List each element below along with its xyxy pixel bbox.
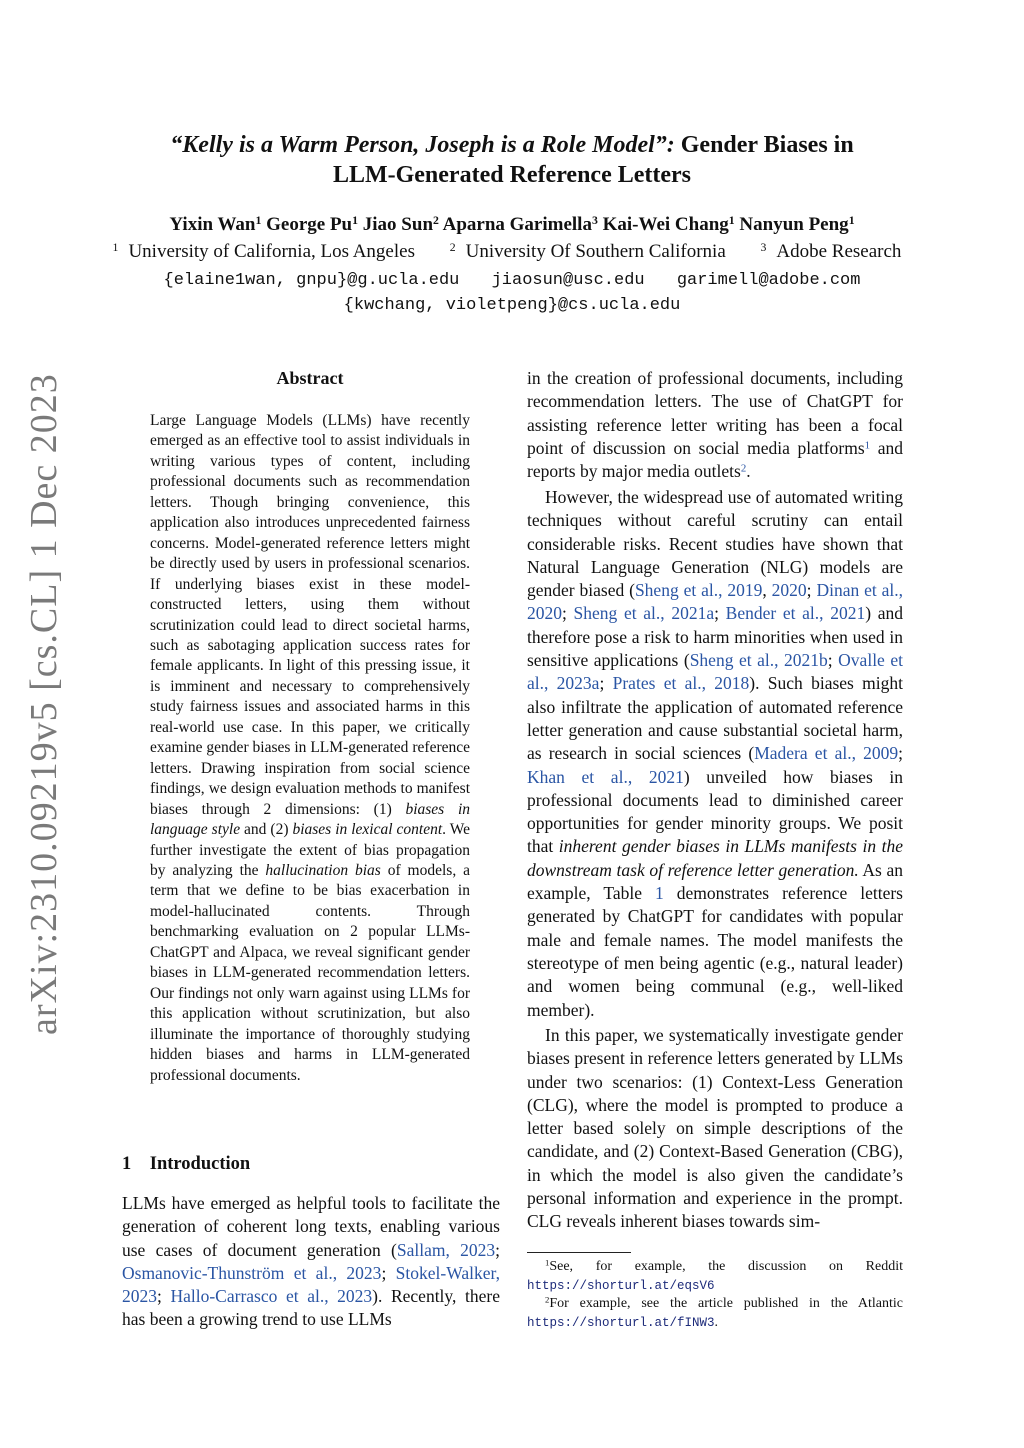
affiliation: $^2$ University Of Southern California bbox=[449, 241, 726, 262]
email-list bbox=[0, 268, 1024, 318]
footnote-divider bbox=[527, 1252, 631, 1253]
footnote-url[interactable]: https://shorturl.at/eqsV6 bbox=[527, 1278, 715, 1293]
right-paragraph-1: in the creation of professional documents, including recommendation letters. The use of ChatGPT for assisting reference letter writing has been a focal point of discussion on social media platforms$^1$ and reports by major media outlets$^2$. bbox=[527, 368, 903, 482]
citation-link[interactable]: Sheng et al., 2021b bbox=[689, 650, 828, 671]
email: {kwchang, violetpeng}@cs.ucla.edu bbox=[343, 296, 681, 315]
author: George Pu$^1$ bbox=[266, 214, 359, 235]
citation-link[interactable]: Sallam, 2023 bbox=[396, 1239, 496, 1260]
email: {elaine1wan, gnpu}@g.ucla.edu bbox=[163, 271, 460, 290]
title-rest-line1: Gender Biases in bbox=[680, 132, 854, 158]
citation-link[interactable]: Bender et al., 2021 bbox=[725, 603, 866, 624]
footnote-url[interactable]: https://shorturl.at/fINW3 bbox=[527, 1315, 715, 1330]
footnote-1: $^1$See, for example, the discussion on Reddit https://shorturl.at/eqsV6 bbox=[527, 1257, 903, 1293]
citation-link[interactable]: Khan et al., 2021 bbox=[527, 766, 684, 787]
citation-link[interactable]: 2020 bbox=[771, 580, 807, 601]
right-paragraph-2: However, the widespread use of automated writing techniques without careful scrutiny can entail considerable risks. Recent studies have shown that Natural Language Generation (NLG) models are gender biased (Sheng et al., 2019, 2020; Dinan et al., 2020; Sheng et al., 2021a; Bender et al., 2021) and therefore pose a risk to harm minorities when used in sensitive applications (Sheng et al., 2021b; Ovalle et al., 2023a; Prates et al., 2018). Such biases might also infiltrate the application of automated reference letter generation and cause substantial societal harm, as research in social sciences (Madera et al., 2009; Khan et al., 2021) unveiled how biases in professional documents lead to diminished career opportunities for gender minority groups. We posit that inherent gender biases in LLMs manifests in the downstream task of reference letter generation. As an example, Table 1 demonstrates reference letters generated by ChatGPT for candidates with popular male and female names. The model manifests the stereotype of men being agentic (e.g., natural leader) and women being communal (e.g., well-liked member). bbox=[527, 487, 904, 1020]
email: garimell@adobe.com bbox=[676, 271, 861, 290]
citation-link[interactable]: Ovalle et al., 2023a bbox=[527, 650, 903, 694]
author: Nanyun Peng$^1$ bbox=[739, 214, 855, 235]
author: Kai-Wei Chang$^1$ bbox=[602, 214, 735, 235]
citation-link[interactable]: Osmanovic-Thunström et al., 2023 bbox=[122, 1262, 382, 1283]
author: Yixin Wan$^1$ bbox=[169, 214, 262, 235]
title-line2: LLM-Generated Reference Letters bbox=[332, 162, 692, 188]
citation-link[interactable]: Sheng et al., 2019 bbox=[634, 580, 763, 601]
citation-link[interactable]: Dinan et al., 2020 bbox=[527, 580, 904, 624]
affiliation: $^3$ Adobe Research bbox=[760, 241, 902, 262]
paper-title bbox=[0, 130, 1024, 190]
citation-link[interactable]: Madera et al., 2009 bbox=[754, 743, 899, 764]
arxiv-identifier: arXiv:2310.09219v5 [cs.CL] 1 Dec 2023 bbox=[23, 373, 65, 1035]
table-ref-link[interactable]: 1 bbox=[655, 883, 664, 904]
section-heading-introduction: 1 Introduction bbox=[122, 1154, 251, 1174]
affiliation: $^1$ University of California, Los Angeles bbox=[112, 241, 415, 262]
abstract-heading: Abstract bbox=[276, 368, 344, 388]
right-paragraph-3: In this paper, we systematically investigate gender biases present in reference letters generated by LLMs under two scenarios: (1) Context-Less Generation (CLG), where the model is prompted to produce a letter based solely on simple descriptions of the candidate, and (2) Context-Based Generation (CBG), in which the model is also given the candidate’s personal information and experience in the prompt. CLG reveals inherent biases towards sim- bbox=[527, 1025, 903, 1232]
author: Aparna Garimella$^3$ bbox=[442, 214, 598, 235]
citation-link[interactable]: Stokel-Walker, 2023 bbox=[122, 1262, 500, 1307]
footnote-2: $^2$For example, see the article published in the Atlantic https://shorturl.at/fINW3. bbox=[527, 1294, 903, 1330]
footnote-ref[interactable]: 2 bbox=[740, 462, 747, 475]
citation-link[interactable]: Hallo-Carrasco et al., 2023 bbox=[170, 1286, 373, 1307]
citation-link[interactable]: Prates et al., 2018 bbox=[612, 673, 750, 694]
citation-link[interactable]: Sheng et al., 2021a bbox=[573, 603, 715, 624]
author-list bbox=[0, 214, 1024, 236]
footnote-ref[interactable]: 1 bbox=[864, 439, 871, 452]
abstract-body: Large Language Models (LLMs) have recently emerged as an effective tool to assist individuals in writing various types of content, including professional documents such as recommendation letters. Though bringing convenience, this application also introduces unprecedented fairness concerns. Model-generated reference letters might be directly used by users in professional scenarios. If underlying biases exist in these model-constructed letters, using them without scrutinization could lead to direct societal harms, such as sabotaging application success rates for female applicants. In light of this pressing issue, it is imminent and necessary to comprehensively study fairness issues and associated harms in this real-world use case. In this paper, we critically examine gender biases in LLM-generated reference letters. Drawing inspiration from social science findings, we design evaluation methods to manifest biases through 2 dimensions: (1) biases in language style and (2) biases in lexical content. We further investigate the extent of bias propagation by analyzing the hallucination bias of models, a term that we define to be bias exacerbation in model-hallucinated contents. Through benchmarking evaluation on 2 popular LLMs- ChatGPT and Alpaca, we reveal significant gender biases in LLM-generated recommendation letters. Our findings not only warn against using LLMs for this application without scrutinization, but also illuminate the importance of thoroughly studying hidden biases and harms in LLM-generated professional documents. bbox=[150, 412, 470, 1084]
affiliation-list bbox=[0, 241, 1024, 263]
intro-paragraph: LLMs have emerged as helpful tools to facilitate the generation of coherent long texts, enabling various use cases of document generation (Sallam, 2023; Osmanovic-Thunström et al., 2023; Stokel-Walker, 2023; Hallo-Carrasco et al., 2023). Recently, there has been a growing trend to use LLMs bbox=[122, 1193, 500, 1330]
author: Jiao Sun$^2$ bbox=[362, 214, 439, 235]
title-italic-part: “Kelly is a Warm Person, Joseph is a Role Model”: bbox=[170, 132, 675, 158]
email: jiaosun@usc.edu bbox=[491, 271, 645, 290]
